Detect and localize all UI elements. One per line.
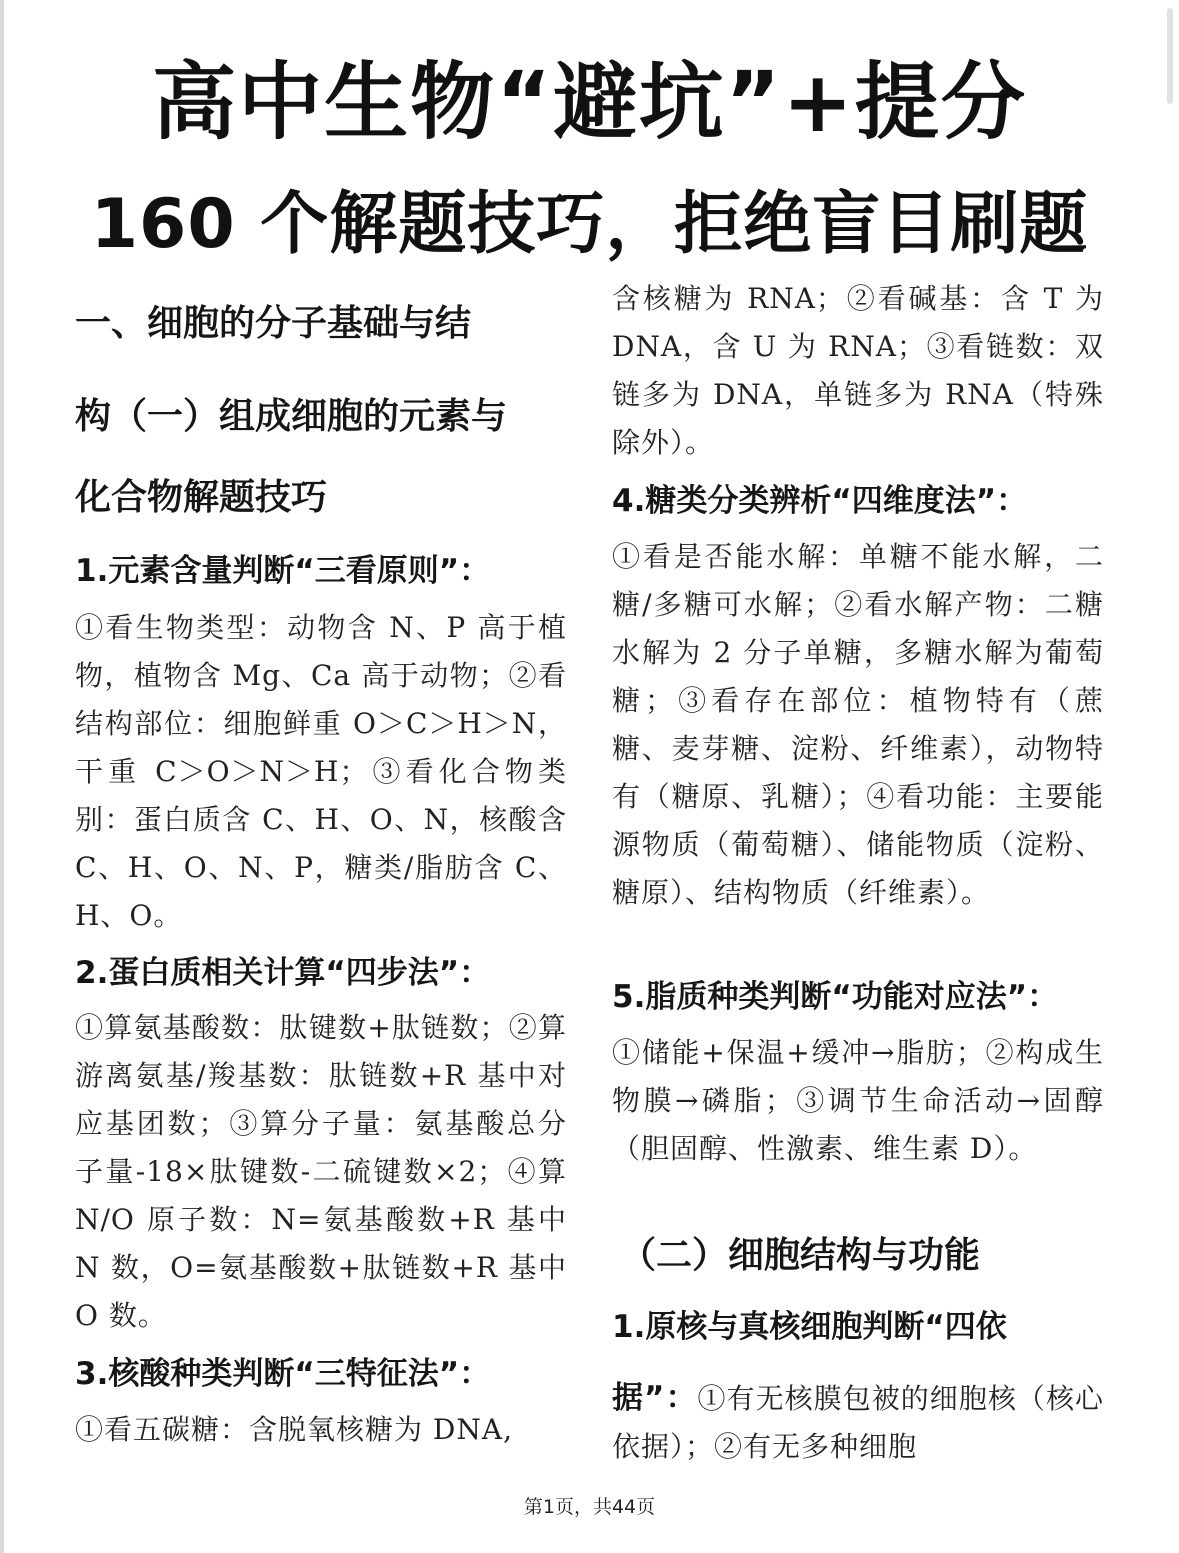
section-heading-line-2: 构（一）组成细胞的元素与: [75, 396, 508, 437]
item5-body: ①储能+保温+缓冲→脂肪；②构成生物膜→磷脂；③调节生命活动→固醇（胆固醇、性激素、维生素 D）。: [612, 1036, 1104, 1165]
item6-title-continued: 据”：: [612, 1380, 698, 1416]
item6-body: ①有无核膜包被的细胞核（核心依据）；②有无多种细胞: [612, 1382, 1104, 1463]
item1-title: 1.元素含量判断“三看原则”：: [75, 553, 491, 589]
item6-title: 1.原核与真核细胞判断“四依: [612, 1309, 1007, 1345]
section2-heading: （二）细胞结构与功能: [620, 1235, 981, 1276]
item4-title: 4.糖类分类辨析“四维度法”：: [612, 483, 1028, 519]
item5-title: 5.脂质种类判断“功能对应法”：: [612, 979, 1059, 1015]
item2-title: 2.蛋白质相关计算“四步法”：: [75, 955, 491, 991]
item6-paragraph: [612, 1375, 1104, 1471]
item3-title: 3.核酸种类判断“三特征法”：: [75, 1356, 491, 1392]
section-heading-line-1: 一、细胞的分子基础与结: [75, 303, 472, 344]
section-heading-line-3: 化合物解题技巧: [75, 477, 328, 518]
item3-body-continued: 含核糖为 RNA；②看碱基：含 T 为 DNA，含 U 为 RNA；③看链数：双链多为 DNA，单链多为 RNA（特殊除外）。: [612, 282, 1104, 459]
page-indicator: 第1页，共44页: [523, 1496, 656, 1518]
item2-body: ①算氨基酸数：肽键数+肽链数；②算游离氨基/羧基数：肽链数+R 基中对应基团数；③算分子量：氨基酸总分子量-18×肽键数-二硫键数×2；④算 N/O 原子数：N=氨基酸数+R 基中 N 数，O=氨基酸数+肽链数+R 基中 O 数。: [75, 1011, 567, 1332]
title-line-1: 高中生物“避坑”+提分: [152, 53, 1027, 151]
item1-body: ①看生物类型：动物含 N、P 高于植物，植物含 Mg、Ca 高于动物；②看结构部位：细胞鲜重 O＞C＞H＞N，干重 C＞O＞N＞H；③看化合物类别：蛋白质含 C、H、O、N，核酸含 C、H、O、N、P，糖类/脂肪含 C、H、O。: [75, 611, 567, 932]
item3-body: ①看五碳糖：含脱氧核糖为 DNA,: [75, 1413, 513, 1446]
title-line-2: 160 个解题技巧，拒绝盲目刷题: [90, 185, 1089, 264]
item4-body: ①看是否能水解：单糖不能水解，二糖/多糖可水解；②看水解产物：二糖水解为 2 分子单糖，多糖水解为葡萄糖；③看存在部位：植物特有（蔗糖、麦芽糖、淀粉、纤维素），动物特有（糖原、乳糖）；④看功能：主要能源物质（葡萄糖）、储能物质（淀粉、糖原）、结构物质（纤维素）。: [612, 540, 1104, 909]
